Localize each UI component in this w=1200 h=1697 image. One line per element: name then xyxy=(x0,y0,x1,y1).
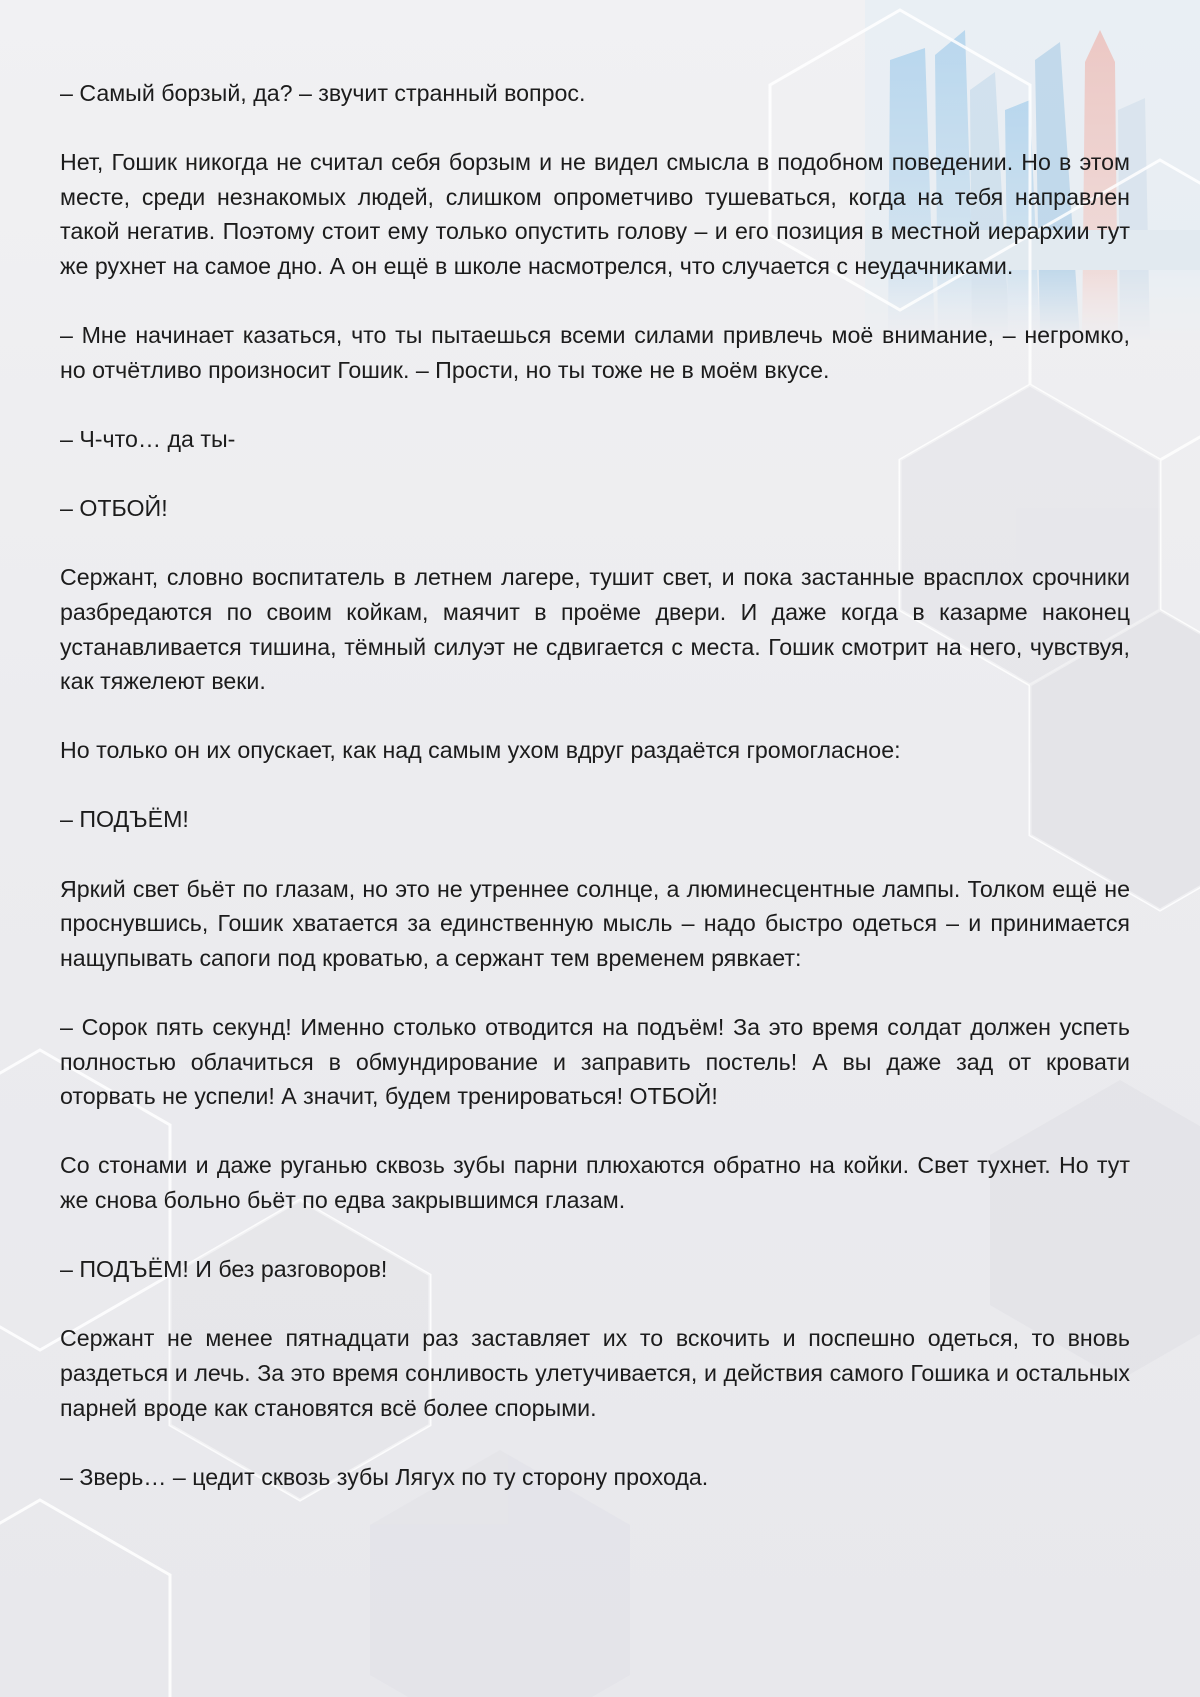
paragraph: – ПОДЪЁМ! И без разговоров! xyxy=(60,1256,388,1283)
paragraph: Нет, Гошик никогда не считал себя борзым и не видел смысла в подобном поведении. Но в этом месте, среди незнакомых людей, слишком опрометчиво тушеваться, когда на тебя направлен такой негатив. Поэтому стоит ему только опустить голову – и его позиция в местной иерархии тут же рухнет на самое дно. А он ещё в школе насмотрелся, что случается с неудачниками. xyxy=(60,149,1130,279)
paragraph: Яркий свет бьёт по глазам, но это не утреннее солнце, а люминесцентные лампы. Толком ещё не проснувшись, Гошик хватается за единственную мысль – надо быстро одеться – и принимается нащупывать сапоги под кроватью, а сержант тем временем рявкает: xyxy=(60,875,1130,971)
paragraph: – ОТБОЙ! xyxy=(60,495,168,522)
paragraph: – Самый борзый, да? – звучит странный вопрос. xyxy=(60,80,586,106)
paragraph: – ПОДЪЁМ! xyxy=(60,806,189,833)
paragraph: – Сорок пять секунд! Именно столько отводится на подъём! За это время солдат должен успеть полностью облачиться в обмундирование и заправить постель! А вы даже зад от кровати оторвать не успели! А значит, будем тренироваться! ОТБОЙ! xyxy=(60,1014,1130,1110)
paragraph: Со стонами и даже руганью сквозь зубы парни плюхаются обратно на койки. Свет тухнет. Но тут же снова больно бьёт по едва закрывшимся глазам. xyxy=(60,1152,1130,1213)
paragraph: Сержант, словно воспитатель в летнем лагере, тушит свет, и пока застанные врасплох срочники разбредаются по своим койкам, маячит в проёме двери. И даже когда в казарме наконец устанавливается тишина, тёмный силуэт не сдвигается с места. Гошик смотрит на него, чувствуя, как тяжелеют веки. xyxy=(60,564,1130,695)
paragraph: Сержант не менее пятнадцати раз заставляет их то вскочить и поспешно одеться, то вновь раздеться и лечь. За это время сонливость улетучивается, и действия самого Гошика и остальных парней вроде как становятся всё более спорыми. xyxy=(60,1325,1130,1421)
paragraph: Но только он их опускает, как над самым ухом вдруг раздаётся громогласное: xyxy=(60,737,901,764)
paragraph: – Зверь… – цедит сквозь зубы Лягух по ту сторону прохода. xyxy=(60,1463,709,1490)
paragraph: – Ч-что… да ты- xyxy=(60,425,236,452)
story-text xyxy=(60,76,1130,1529)
paragraph: – Мне начинает казаться, что ты пытаешься всеми силами привлечь моё внимание, – негромко, но отчётливо произносит Гошик. – Прости, но ты тоже не в моём вкусе. xyxy=(60,322,1130,383)
